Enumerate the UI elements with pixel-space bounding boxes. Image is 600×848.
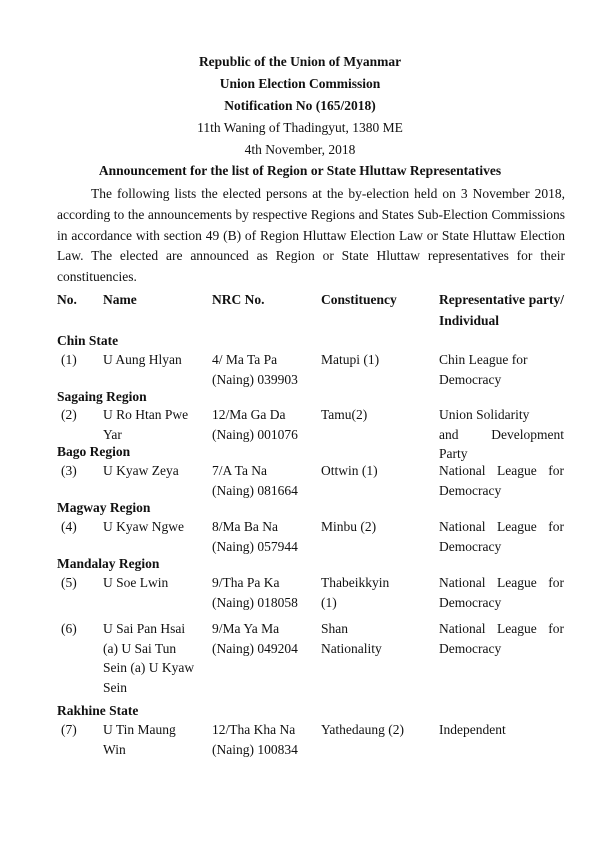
header-party-line2: Individual [439,313,500,328]
representative-party-line: National League for [439,621,564,636]
elected-name [103,619,207,697]
representative-party-line: National League for [439,463,564,478]
representative-party-line: Democracy [439,482,502,498]
representative-party-line: National League for [439,575,564,590]
elected-name [103,573,207,593]
nrc-number-line: (Naing) 018058 [212,594,298,610]
nrc-number-line: 12/Tha Kha Na [212,722,296,737]
nrc-number [212,619,318,658]
nrc-number-line: (Naing) 049204 [212,640,298,656]
header-name: Name [103,292,137,307]
row-number: (6) [61,621,77,636]
region-heading: Rakhine State [57,703,139,718]
commission-title: Union Election Commission [219,76,381,91]
constituency [321,461,433,481]
row-number: (4) [61,519,77,534]
nrc-number [212,350,318,389]
constituency-line: Shan [321,621,348,636]
row-number: (5) [61,575,77,590]
nrc-number [212,461,318,500]
header-constituency: Constituency [321,292,397,307]
nrc-number-line: (Naing) 081664 [212,482,298,498]
constituency [321,720,433,740]
elected-name-line: Sein (a) U Kyaw [103,660,195,675]
region-heading: Chin State [57,333,119,348]
representative-party-line: Democracy [439,640,502,656]
representative-party-line: Democracy [439,594,502,610]
representative-party [439,461,564,500]
elected-name [103,461,207,481]
representative-party [439,619,564,658]
representative-party [439,350,564,389]
representative-party [439,517,564,556]
representative-party-line: Union Solidarity [439,407,530,422]
constituency-line: Matupi (1) [321,352,380,367]
region-heading: Bago Region [57,444,131,459]
representative-party-line: National League for [439,519,564,534]
representative-party [439,720,564,740]
nrc-number-line: 9/Tha Pa Ka [212,575,280,590]
representative-party [439,405,564,464]
elected-name [103,350,207,370]
nrc-number [212,573,318,612]
nrc-number-line: (Naing) 039903 [212,371,298,387]
constituency-line: Ottwin (1) [321,463,378,478]
representative-party [439,573,564,612]
elected-name-line: U Aung Hlyan [103,352,182,367]
nrc-number [212,720,318,759]
gregorian-date: 4th November, 2018 [244,142,356,157]
elected-name [103,405,207,444]
representative-party-line: Independent [439,722,506,737]
constituency [321,573,433,612]
constituency-line: (1) [321,594,337,610]
elected-name-line: U Soe Lwin [103,575,169,590]
constituency [321,619,433,658]
nrc-number-line: (Naing) 057944 [212,538,298,554]
row-number: (3) [61,463,77,478]
header-nrc: NRC No. [212,292,265,307]
nrc-number [212,517,318,556]
header-party [439,289,564,331]
elected-name-line: Sein [103,679,128,695]
region-heading: Mandalay Region [57,556,160,571]
elected-name-line: U Kyaw Ngwe [103,519,184,534]
header-no: No. [57,292,77,307]
elected-name-line: Yar [103,426,122,442]
region-heading: Sagaing Region [57,389,147,404]
header-party-word: Representative [439,292,525,307]
constituency [321,517,433,537]
constituency-line: Minbu (2) [321,519,377,534]
elected-name-line: U Kyaw Zeya [103,463,179,478]
header-party-line1 [439,289,564,310]
elected-name-line: Win [103,741,126,757]
row-number: (2) [61,407,77,422]
constituency-line: Yathedaung (2) [321,722,404,737]
region-heading: Magway Region [57,500,151,515]
notification-number: Notification No (165/2018) [224,98,376,113]
representative-party-line: Democracy [439,538,502,554]
myanmar-era-date: 11th Waning of Thadingyut, 1380 ME [197,120,403,135]
elected-name-line: U Ro Htan Pwe [103,407,189,422]
constituency [321,350,433,370]
representative-party-line: Democracy [439,371,502,387]
announcement-title: Announcement for the list of Region or State Hluttaw Representatives [98,163,502,178]
nrc-number-line: 12/Ma Ga Da [212,407,286,422]
representative-party-line: and Development Party [439,426,564,461]
nrc-number-line: 4/ Ma Ta Pa [212,352,278,367]
elected-name [103,720,207,759]
nrc-number-line: 9/Ma Ya Ma [212,621,280,636]
nrc-number-line: 7/A Ta Na [212,463,268,478]
constituency [321,405,433,425]
row-number: (1) [61,352,77,367]
representative-party-line: Chin League for [439,352,528,367]
elected-name-line: U Sai Pan Hsai [103,621,186,636]
elected-name-line: (a) U Sai Tun [103,640,177,656]
nrc-number-line: (Naing) 100834 [212,741,298,757]
nrc-number-line: (Naing) 001076 [212,426,298,442]
constituency-line: Thabeikkyin [321,575,390,590]
elected-name-line: U Tin Maung [103,722,176,737]
nrc-number-line: 8/Ma Ba Na [212,519,278,534]
nrc-number [212,405,318,444]
intro-paragraph: The following lists the elected persons at the by-election held on 3 November 2018, according to the announcements by respective Regions and States Sub-Election Commissions in accordance with section 49 (B) of Region Hluttaw Election Law or State Hluttaw Election Law. The elected are announced as Region or State Hluttaw representatives for their constituencies. [57,186,565,285]
country-title: Republic of the Union of Myanmar [198,54,402,69]
header-party-word: party/ [528,292,564,307]
constituency-line: Nationality [321,640,382,656]
row-number: (7) [61,722,77,737]
elected-name [103,517,207,537]
constituency-line: Tamu(2) [321,407,368,422]
